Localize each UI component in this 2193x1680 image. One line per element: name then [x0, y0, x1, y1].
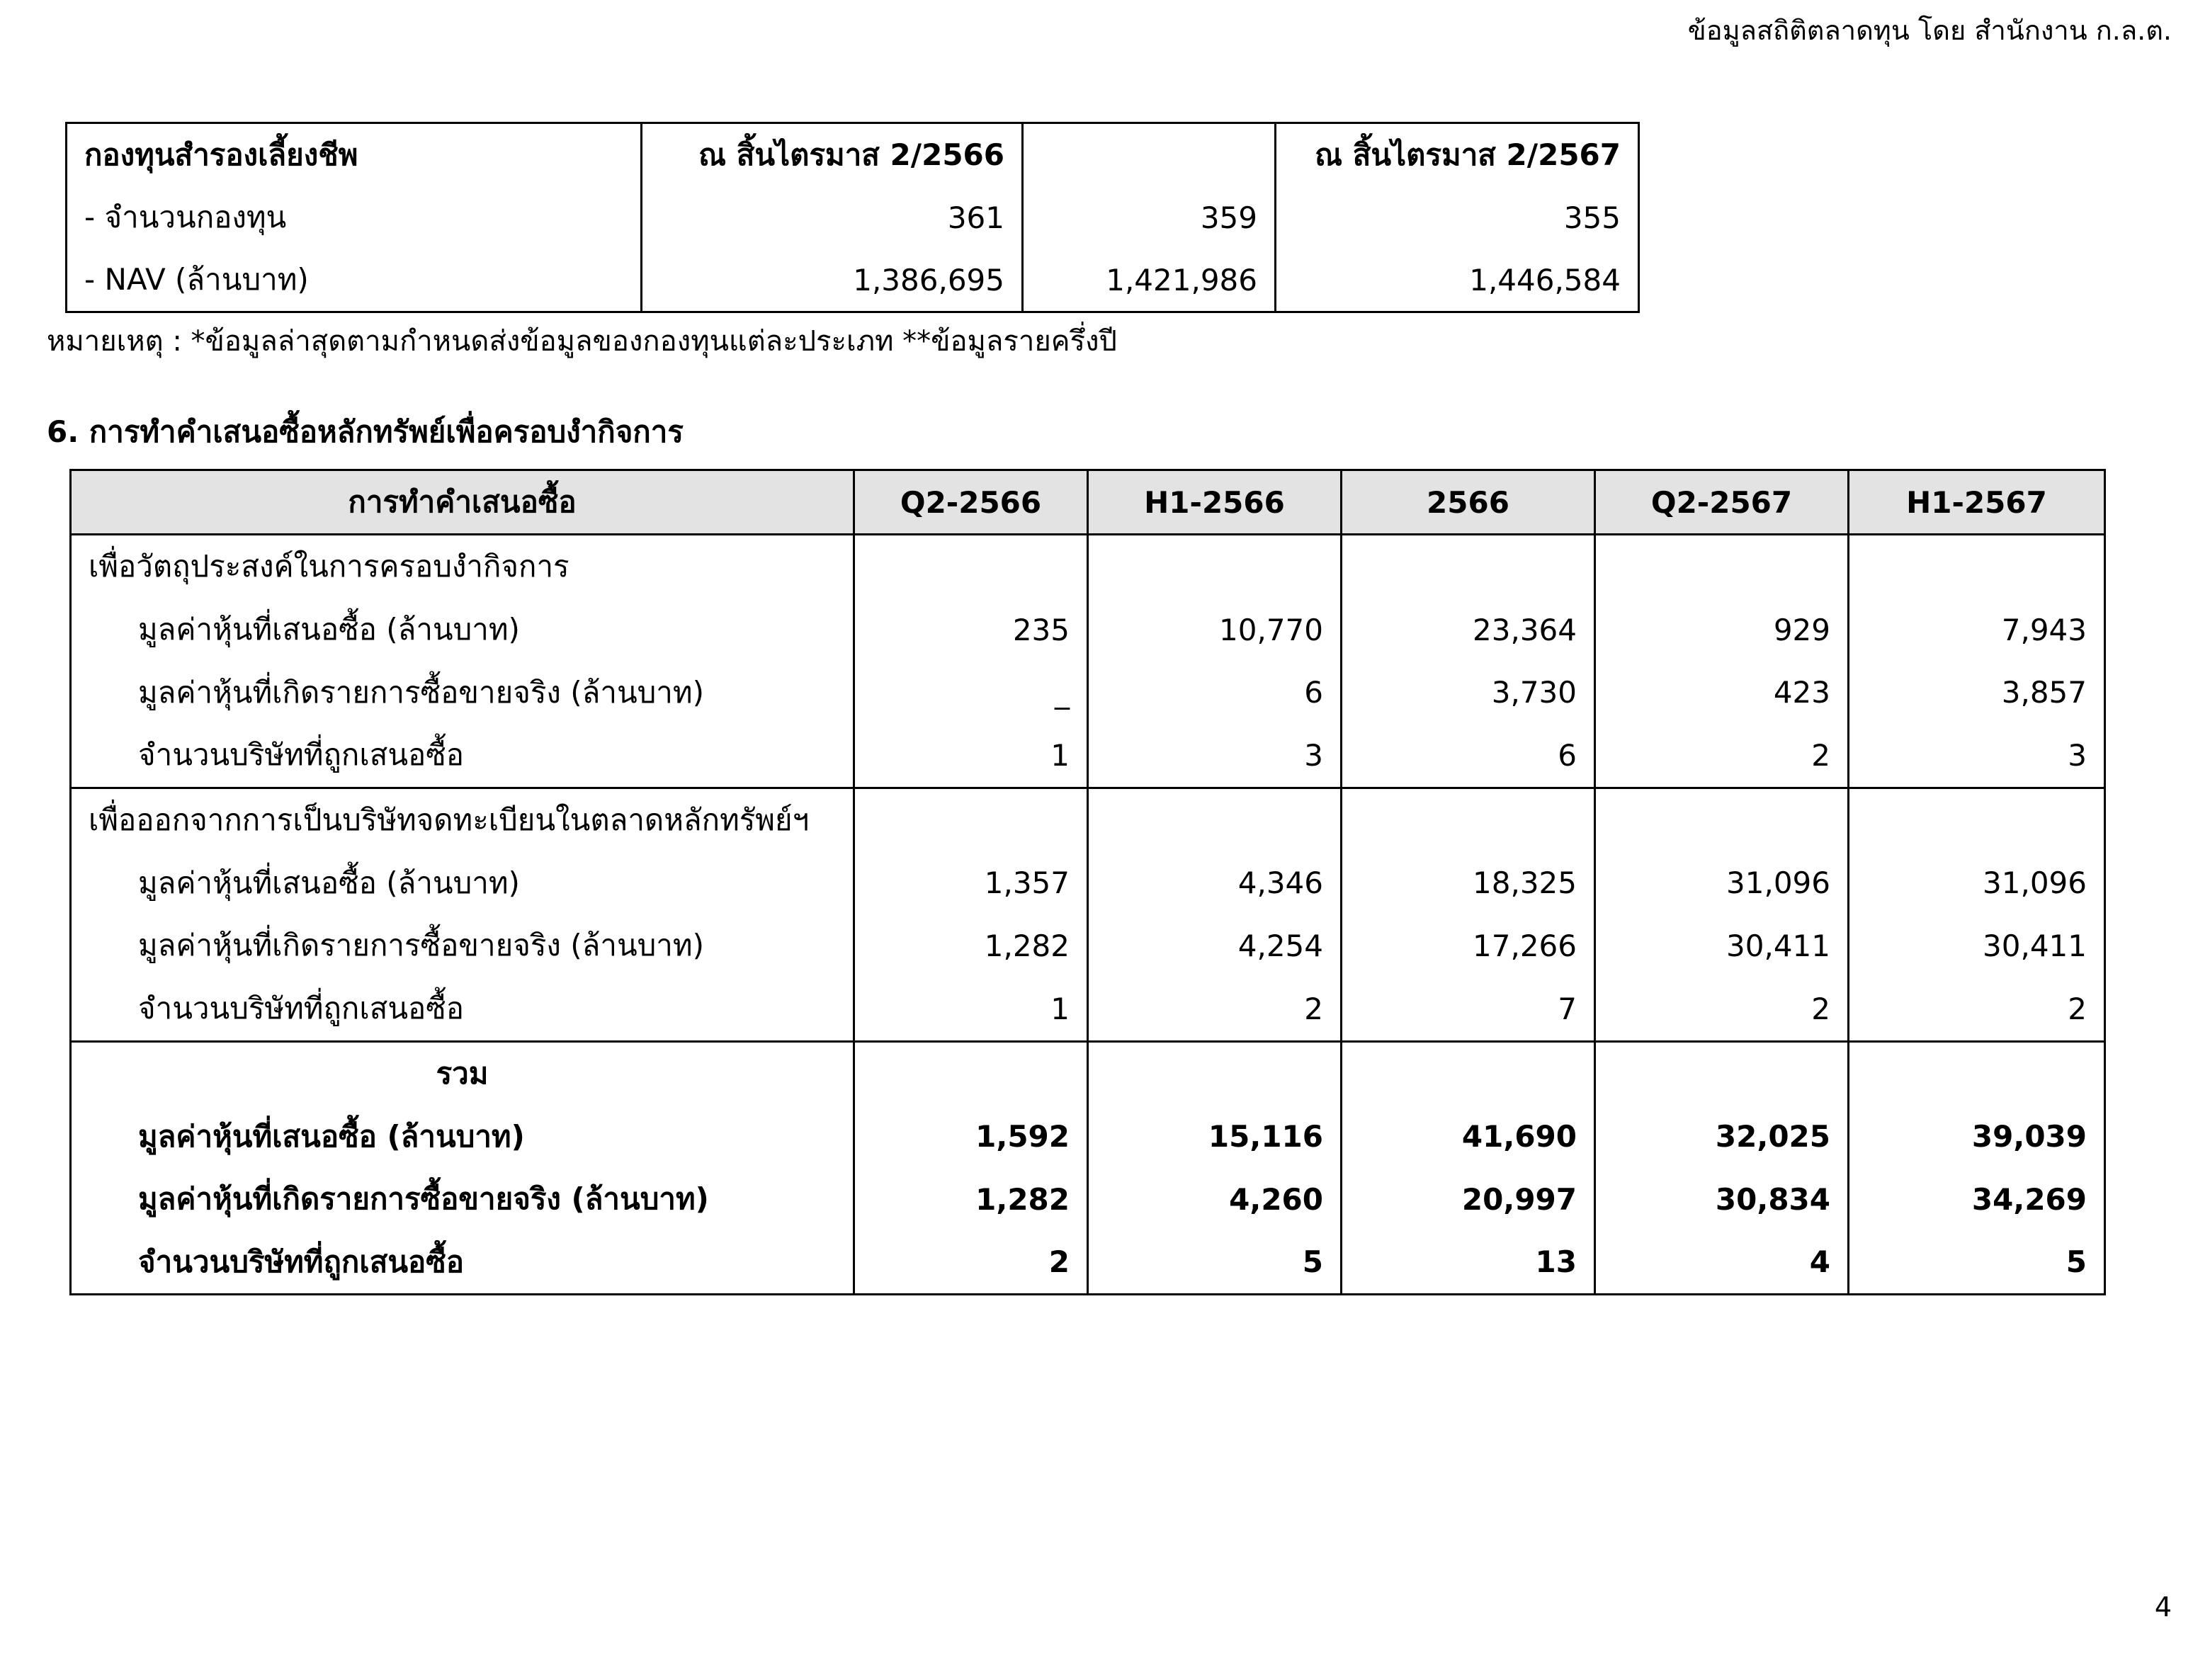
row-label: จำนวนบริษัทที่ถูกเสนอซื้อ — [71, 977, 854, 1041]
cell-value: 31,096 — [1849, 851, 2105, 914]
group-title: รวม — [71, 1041, 854, 1105]
row-label: จำนวนบริษัทที่ถูกเสนอซื้อ — [71, 724, 854, 788]
cell-value: 235 — [854, 598, 1088, 662]
cell-value: 32,025 — [1595, 1105, 1849, 1168]
table-row — [71, 1231, 2105, 1295]
cell-value: 1,446,584 — [1276, 249, 1639, 312]
table-footnote: หมายเหตุ : *ข้อมูลล่าสุดตามกำหนดส่งข้อมูลของกองทุนแต่ละประเภท **ข้อมูลรายครึ่งปี — [47, 325, 1117, 358]
row-label: จำนวนบริษัทที่ถูกเสนอซื้อ — [71, 1231, 854, 1295]
header-h1-2566: H1-2566 — [1088, 470, 1342, 535]
cell-value: 1,592 — [854, 1105, 1088, 1168]
cell-value: 7 — [1342, 977, 1595, 1041]
cell-value: 7,943 — [1849, 598, 2105, 662]
pension-row-nav — [67, 249, 1639, 312]
cell-value: 3,730 — [1342, 661, 1595, 724]
cell-value: 4,254 — [1088, 914, 1342, 977]
cell-value: 31,096 — [1595, 851, 1849, 914]
cell-value: 17,266 — [1342, 914, 1595, 977]
cell-value: 30,411 — [1595, 914, 1849, 977]
cell-value: 361 — [642, 186, 1023, 249]
cell-value: 423 — [1595, 661, 1849, 724]
cell-value: 18,325 — [1342, 851, 1595, 914]
tender-offer-table — [69, 469, 2106, 1295]
cell-value: 1 — [854, 977, 1088, 1041]
pension-header-col-2 — [1023, 123, 1276, 187]
cell-value: 41,690 — [1342, 1105, 1595, 1168]
row-label: มูลค่าหุ้นที่เสนอซื้อ (ล้านบาท) — [71, 851, 854, 914]
group-total — [71, 1041, 2105, 1295]
table-row — [71, 1168, 2105, 1231]
cell-value: 3 — [1849, 724, 2105, 788]
cell-value: 10,770 — [1088, 598, 1342, 662]
cell-value: 30,411 — [1849, 914, 2105, 977]
row-label: มูลค่าหุ้นที่เกิดรายการซื้อขายจริง (ล้านบาท) — [71, 914, 854, 977]
pension-header-row — [67, 123, 1639, 187]
cell-value: 39,039 — [1849, 1105, 2105, 1168]
header-q2-2566: Q2-2566 — [854, 470, 1088, 535]
table-row — [71, 977, 2105, 1041]
table-row — [71, 661, 2105, 724]
cell-value: 15,116 — [1088, 1105, 1342, 1168]
cell-value: 3 — [1088, 724, 1342, 788]
cell-value: 1,282 — [854, 914, 1088, 977]
cell-value: 2 — [1849, 977, 2105, 1041]
header-q2-2567: Q2-2567 — [1595, 470, 1849, 535]
group-title-row — [71, 1041, 2105, 1105]
row-label: มูลค่าหุ้นที่เสนอซื้อ (ล้านบาท) — [71, 1105, 854, 1168]
cell-value: _ — [854, 661, 1088, 724]
cell-value: 5 — [1088, 1231, 1342, 1295]
group-title-row — [71, 535, 2105, 598]
row-label: มูลค่าหุ้นที่เกิดรายการซื้อขายจริง (ล้านบาท) — [71, 661, 854, 724]
row-label: มูลค่าหุ้นที่เกิดรายการซื้อขายจริง (ล้านบาท) — [71, 1168, 854, 1231]
header-offer-type: การทำคำเสนอซื้อ — [71, 470, 854, 535]
table-row — [71, 598, 2105, 662]
group-title: เพื่อวัตถุประสงค์ในการครอบงำกิจการ — [71, 535, 854, 598]
group-delisting — [71, 788, 2105, 1041]
cell-value: 5 — [1849, 1231, 2105, 1295]
cell-value: 34,269 — [1849, 1168, 2105, 1231]
table-row — [71, 724, 2105, 788]
cell-value: 13 — [1342, 1231, 1595, 1295]
header-2566: 2566 — [1342, 470, 1595, 535]
cell-value: 1,357 — [854, 851, 1088, 914]
page-number: 4 — [2154, 1591, 2172, 1623]
row-label: - จำนวนกองทุน — [67, 186, 642, 249]
cell-value: 4,346 — [1088, 851, 1342, 914]
cell-value: 3,857 — [1849, 661, 2105, 724]
tender-header-row — [71, 470, 2105, 535]
table-row — [71, 1105, 2105, 1168]
cell-value: 1,282 — [854, 1168, 1088, 1231]
cell-value: 2 — [1595, 724, 1849, 788]
group-title: เพื่อออกจากการเป็นบริษัทจดทะเบียนในตลาดหลักทรัพย์ฯ — [71, 788, 854, 851]
table-row — [71, 851, 2105, 914]
cell-value: 929 — [1595, 598, 1849, 662]
cell-value: 1,421,986 — [1023, 249, 1276, 312]
cell-value: 4,260 — [1088, 1168, 1342, 1231]
cell-value: 4 — [1595, 1231, 1849, 1295]
cell-value: 6 — [1342, 724, 1595, 788]
pension-header-col-1: ณ สิ้นไตรมาส 2/2566 — [642, 123, 1023, 187]
cell-value: 1 — [854, 724, 1088, 788]
cell-value: 355 — [1276, 186, 1639, 249]
cell-value: 23,364 — [1342, 598, 1595, 662]
header-h1-2567: H1-2567 — [1849, 470, 2105, 535]
pension-row-fund-count — [67, 186, 1639, 249]
group-takeover — [71, 535, 2105, 788]
cell-value: 6 — [1088, 661, 1342, 724]
pension-fund-table — [65, 122, 1640, 313]
cell-value: 1,386,695 — [642, 249, 1023, 312]
cell-value: 359 — [1023, 186, 1276, 249]
section-title: 6. การทำคำเสนอซื้อหลักทรัพย์เพื่อครอบงำกิจการ — [47, 414, 684, 449]
pension-header-col-3: ณ สิ้นไตรมาส 2/2567 — [1276, 123, 1639, 187]
cell-value: 30,834 — [1595, 1168, 1849, 1231]
cell-value: 2 — [1595, 977, 1849, 1041]
header-note: ข้อมูลสถิติตลาดทุน โดย สำนักงาน ก.ล.ต. — [1687, 15, 2172, 46]
cell-value: 20,997 — [1342, 1168, 1595, 1231]
table-row — [71, 914, 2105, 977]
pension-header-label: กองทุนสำรองเลี้ยงชีพ — [67, 123, 642, 187]
row-label: - NAV (ล้านบาท) — [67, 249, 642, 312]
cell-value: 2 — [1088, 977, 1342, 1041]
cell-value: 2 — [854, 1231, 1088, 1295]
row-label: มูลค่าหุ้นที่เสนอซื้อ (ล้านบาท) — [71, 598, 854, 662]
group-title-row — [71, 788, 2105, 851]
